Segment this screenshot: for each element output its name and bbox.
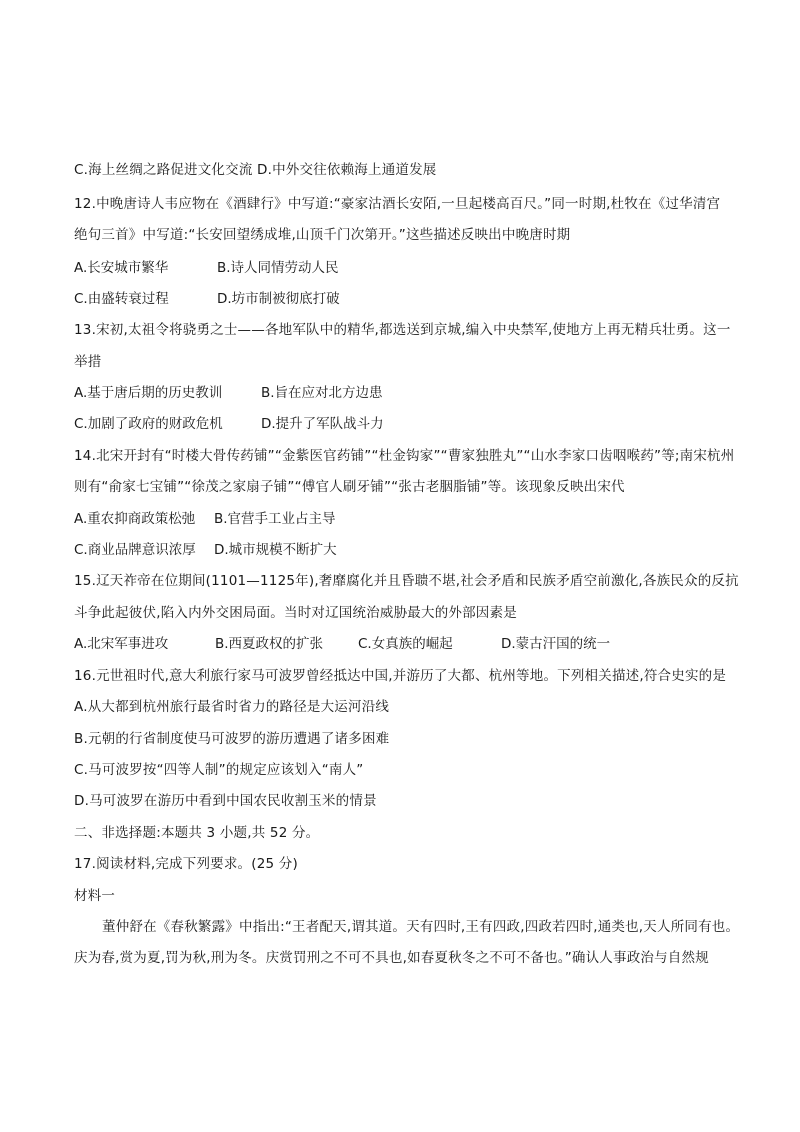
- q13-option-d: D.提升了军队战斗力: [261, 416, 384, 432]
- q14-stem-line1: 14.北宋开封有“时楼大骨传药铺”“金紫医官药铺”“杜金钩家”“曹家独胜丸”“山水李家口齿咽喉药”等;南宋杭州: [74, 448, 735, 464]
- q16-option-d: D.马可波罗在游历中看到中国农民收割玉米的情景: [74, 793, 377, 809]
- q15-stem-line2: 斗争此起彼伏,陷入内外交困局面。当时对辽国统治威胁最大的外部因素是: [74, 605, 517, 621]
- q15-option-a: A.北宋军事进攻: [74, 636, 169, 652]
- q11-options-tail: C.海上丝绸之路促进文化交流 D.中外交往依赖海上通道发展: [74, 162, 437, 178]
- q17-stem: 17.阅读材料,完成下列要求。(25 分): [74, 856, 298, 872]
- q13-stem-line2: 举措: [74, 354, 102, 370]
- q12-option-b: B.诗人同情劳动人民: [217, 260, 339, 276]
- q13-option-b: B.旨在应对北方边患: [261, 385, 383, 401]
- q14-option-d: D.城市规模不断扩大: [214, 542, 337, 558]
- material-label: 材料一: [74, 888, 116, 904]
- q16-option-b: B.元朝的行省制度使马可波罗的游历遭遇了诸多困难: [74, 731, 390, 747]
- material-paragraph-line1: 董仲舒在《春秋繁露》中指出:“王者配天,谓其道。天有四时,王有四政,四政若四时,通类也,天人所同有也。: [102, 919, 740, 935]
- q15-stem-line1: 15.辽天祚帝在位期间(1101—1125年),奢靡腐化并且昏聩不堪,社会矛盾和民族矛盾空前激化,各族民众的反抗: [74, 573, 739, 589]
- q14-option-c: C.商业品牌意识浓厚: [74, 542, 196, 558]
- q14-stem-line2: 则有“俞家七宝铺”“徐茂之家扇子铺”“傅官人刷牙铺”“张古老胭脂铺”等。该现象反映出宋代: [74, 479, 625, 495]
- q16-option-a: A.从大都到杭州旅行最省时省力的路径是大运河沿线: [74, 699, 390, 715]
- q12-option-d: D.坊市制被彻底打破: [217, 291, 340, 307]
- q16-option-c: C.马可波罗按“四等人制”的规定应该划入“南人”: [74, 762, 364, 778]
- q15-option-b: B.西夏政权的扩张: [215, 636, 324, 652]
- q15-option-d: D.蒙古汗国的统一: [501, 636, 611, 652]
- q16-stem: 16.元世祖时代,意大利旅行家马可波罗曾经抵达中国,并游历了大都、杭州等地。下列相关描述,符合史实的是: [74, 668, 727, 684]
- q13-stem-line1: 13.宋初,太祖令将骁勇之士——各地军队中的精华,都选送到京城,编入中央禁军,使地方上再无精兵壮勇。这一: [74, 322, 731, 338]
- q12-stem-line1: 12.中晚唐诗人韦应物在《酒肆行》中写道:“豪家沽酒长安陌,一旦起楼高百尺。”同一时期,杜牧在《过华清宫: [74, 196, 721, 212]
- q12-option-a: A.长安城市繁华: [74, 260, 169, 276]
- q13-option-c: C.加剧了政府的财政危机: [74, 416, 223, 432]
- q12-stem-line2: 绝句三首》中写道:“长安回望绣成堆,山顶千门次第开。”这些描述反映出中晚唐时期: [74, 227, 571, 243]
- q14-option-b: B.官营手工业占主导: [214, 511, 336, 527]
- material-paragraph-line2: 庆为春,赏为夏,罚为秋,刑为冬。庆赏罚刑之不可不具也,如春夏秋冬之不可不备也。”确认人事政治与自然规: [74, 950, 709, 966]
- q15-option-c: C.女真族的崛起: [358, 636, 453, 652]
- q13-option-a: A.基于唐后期的历史教训: [74, 385, 223, 401]
- q12-option-c: C.由盛转衰过程: [74, 291, 169, 307]
- q14-option-a: A.重农抑商政策松弛: [74, 511, 196, 527]
- section-heading: 二、非选择题:本题共 3 小题,共 52 分。: [74, 825, 320, 841]
